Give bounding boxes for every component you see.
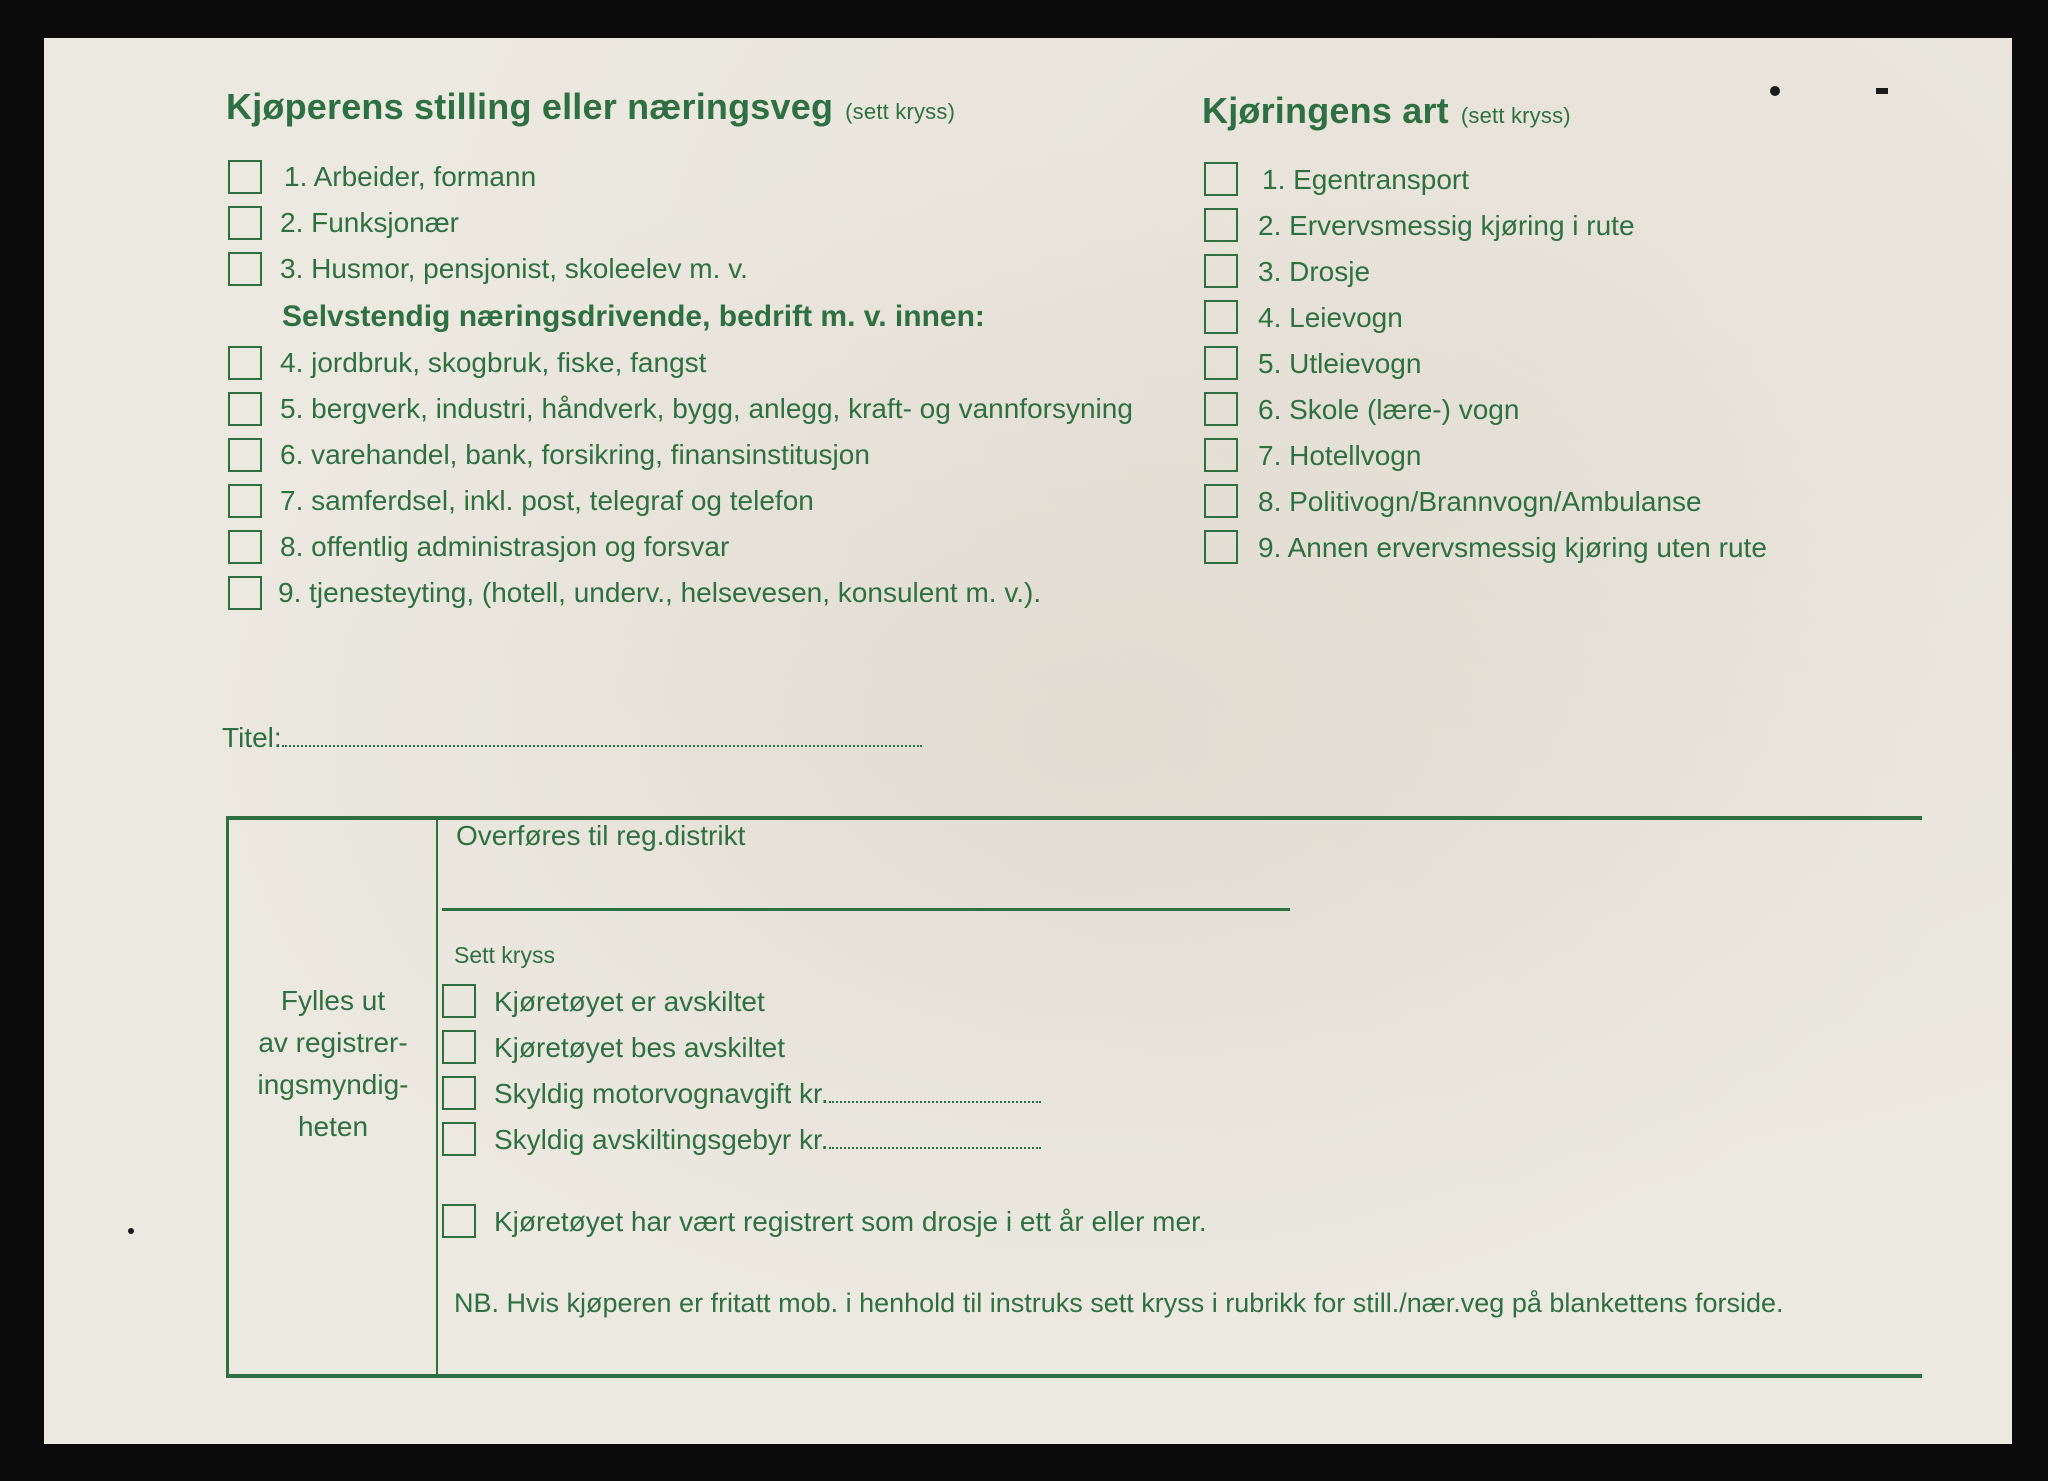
form-paper — [44, 38, 2012, 1444]
motor-fee-label: Skyldig motorvognavgift kr. — [494, 1078, 829, 1109]
plate-fee-label: Skyldig avskiltingsgebyr kr. — [494, 1124, 829, 1155]
driving-checkbox-6[interactable] — [1204, 392, 1238, 426]
driving-option-8: 8. Politivogn/Brannvogn/Ambulanse — [1258, 486, 1702, 517]
occupation-checkbox-2[interactable] — [228, 206, 262, 240]
side-label-line-2: av registrer- — [258, 1027, 408, 1058]
plate-fee-checkbox[interactable] — [442, 1122, 476, 1156]
plate-fee-field — [494, 1124, 1041, 1156]
side-label-line-3: ingsmyndig- — [257, 1069, 409, 1100]
occupation-option-2: 2. Funksjonær — [280, 207, 459, 238]
motor-fee-dotted-line[interactable] — [829, 1101, 1041, 1103]
self-employed-subheading: Selvstendig næringsdrivende, bedrift m. v. innen: — [282, 300, 985, 333]
occupation-checkbox-6[interactable] — [228, 438, 262, 472]
driving-checkbox-9[interactable] — [1204, 530, 1238, 564]
buyer-occupation-heading — [226, 86, 955, 128]
driving-type-title: Kjøringens art — [1202, 90, 1449, 131]
occupation-option-4: 4. jordbruk, skogbruk, fiske, fangst — [280, 347, 707, 378]
occupation-checkbox-8[interactable] — [228, 530, 262, 564]
driving-checkbox-4[interactable] — [1204, 300, 1238, 334]
plate-fee-dotted-line[interactable] — [829, 1147, 1041, 1149]
occupation-option-9: 9. tjenesteyting, (hotell, underv., helsevesen, konsulent m. v.). — [278, 577, 1042, 608]
driving-option-4: 4. Leievogn — [1258, 302, 1403, 333]
sett-kryss-label: Sett kryss — [454, 942, 555, 968]
driving-option-3: 3. Drosje — [1258, 256, 1371, 287]
driving-type-hint: (sett kryss) — [1460, 103, 1571, 128]
occupation-checkbox-1[interactable] — [228, 160, 262, 194]
titel-label: Titel: — [222, 722, 282, 753]
driving-checkbox-8[interactable] — [1204, 484, 1238, 518]
driving-option-7: 7. Hotellvogn — [1258, 440, 1422, 471]
request-deregister-label: Kjøretøyet bes avskiltet — [494, 1032, 785, 1063]
box-column-divider — [436, 818, 438, 1376]
buyer-occupation-title: Kjøperens stilling eller næringsveg — [226, 86, 834, 127]
driving-option-9: 9. Annen ervervsmessig kjøring uten rute — [1258, 532, 1767, 563]
side-label-line-4: heten — [297, 1111, 369, 1142]
occupation-option-8: 8. offentlig administrasjon og forsvar — [280, 531, 730, 562]
driving-checkbox-3[interactable] — [1204, 254, 1238, 288]
side-label-line-1: Fylles ut — [280, 985, 386, 1016]
box-left-border — [226, 816, 229, 1377]
titel-dotted-line[interactable] — [282, 745, 922, 747]
transfer-district-line[interactable] — [442, 908, 1290, 911]
driving-checkbox-2[interactable] — [1204, 208, 1238, 242]
driving-option-1: 1. Egentransport — [1262, 164, 1470, 195]
authority-side-label — [232, 980, 434, 1148]
occupation-option-7: 7. samferdsel, inkl. post, telegraf og telefon — [280, 485, 814, 516]
drosje-year-label: Kjøretøyet har vært registrert som drosje i ett år eller mer. — [494, 1206, 1207, 1237]
scan-speck — [1770, 86, 1780, 96]
request-deregister-checkbox[interactable] — [442, 1030, 476, 1064]
titel-field — [222, 722, 922, 754]
buyer-occupation-hint: (sett kryss) — [845, 99, 956, 124]
driving-type-heading — [1202, 90, 1571, 132]
occupation-checkbox-3[interactable] — [228, 252, 262, 286]
occupation-option-5: 5. bergverk, industri, håndverk, bygg, anlegg, kraft- og vannforsyning — [280, 393, 1133, 424]
motor-fee-checkbox[interactable] — [442, 1076, 476, 1110]
scan-speck — [128, 1228, 134, 1234]
driving-option-2: 2. Ervervsmessig kjøring i rute — [1258, 210, 1635, 241]
occupation-checkbox-4[interactable] — [228, 346, 262, 380]
occupation-option-3: 3. Husmor, pensjonist, skoleelev m. v. — [280, 253, 748, 284]
drosje-year-checkbox[interactable] — [442, 1204, 476, 1238]
box-bottom-border — [226, 1374, 1922, 1378]
occupation-option-6: 6. varehandel, bank, forsikring, finansinstitusjon — [280, 439, 870, 470]
occupation-checkbox-5[interactable] — [228, 392, 262, 426]
deregistered-label: Kjøretøyet er avskiltet — [494, 986, 765, 1017]
driving-checkbox-5[interactable] — [1204, 346, 1238, 380]
driving-option-6: 6. Skole (lære-) vogn — [1258, 394, 1520, 425]
occupation-checkbox-9[interactable] — [228, 576, 262, 610]
motor-fee-field — [494, 1078, 1041, 1110]
occupation-option-1: 1. Arbeider, formann — [284, 161, 537, 192]
transfer-district-label: Overføres til reg.distrikt — [456, 820, 746, 851]
scan-speck — [1876, 88, 1888, 94]
occupation-checkbox-7[interactable] — [228, 484, 262, 518]
driving-checkbox-7[interactable] — [1204, 438, 1238, 472]
nb-note: NB. Hvis kjøperen er fritatt mob. i henhold til instruks sett kryss i rubrikk for still./nær.veg på blankettens forside. — [454, 1288, 1784, 1318]
driving-option-5: 5. Utleievogn — [1258, 348, 1422, 379]
deregistered-checkbox[interactable] — [442, 984, 476, 1018]
driving-checkbox-1[interactable] — [1204, 162, 1238, 196]
